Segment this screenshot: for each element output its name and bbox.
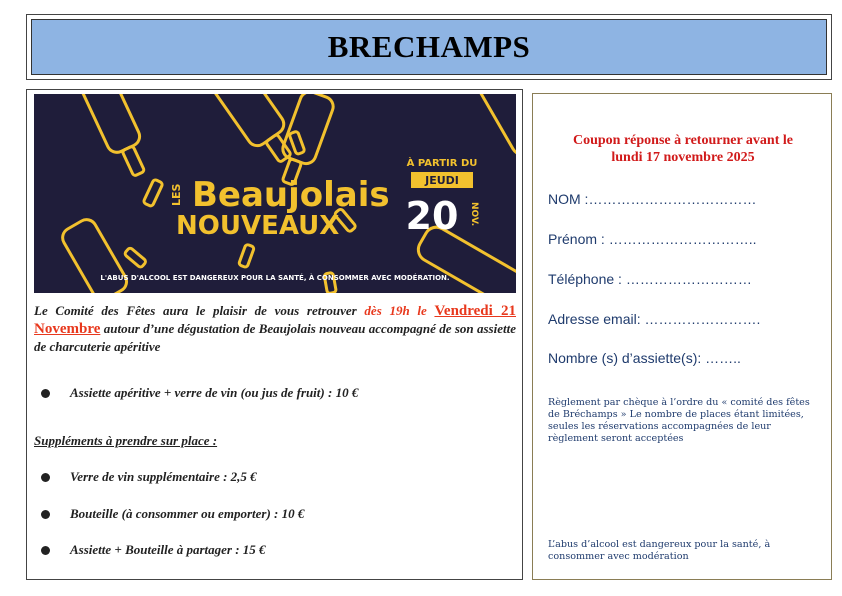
poster-month: NOV. — [469, 202, 479, 227]
bullet-icon — [41, 546, 50, 555]
bullet-icon — [41, 389, 50, 398]
poster-day-label: JEUDI — [425, 174, 459, 187]
event-intro — [34, 302, 516, 355]
supplement-item — [41, 469, 257, 485]
payment-note: Règlement par chèque à l’ordre du « comité des fêtes de Bréchamps » Le nombre de places étant limitées, seules les réservations accompagnées de leur règlement seront acceptées — [548, 397, 810, 444]
poster-illustration — [34, 94, 516, 293]
supplement-item — [41, 542, 266, 558]
poster-a-partir: À PARTIR DU — [406, 158, 478, 169]
supplement-item-label: Assiette + Bouteille à partager : 15 € — [70, 542, 266, 557]
poster-side-label: LES — [170, 183, 183, 206]
event-panel — [26, 89, 523, 580]
coupon-title-line1: Coupon réponse à retourner avant le — [573, 133, 793, 148]
header-frame — [26, 14, 832, 80]
supplement-item-label: Bouteille (à consommer ou emporter) : 10 € — [70, 506, 305, 521]
intro-date: Vendredi 21 Novembre — [34, 303, 516, 337]
intro-part2: autour d’une dégustation de Beaujolais nouveau accompagné de son assiette de charcuterie apéritive — [34, 321, 516, 354]
supplement-item-label: Verre de vin supplémentaire : 2,5 € — [70, 469, 257, 484]
nom-field[interactable]: NOM :……………………………… — [548, 191, 757, 207]
alcohol-note: L’abus d’alcool est dangereux pour la santé, à consommer avec modération — [548, 539, 771, 562]
bullet-icon — [41, 473, 50, 482]
intro-time: dès 19h le — [364, 303, 427, 318]
telephone-field[interactable]: Téléphone : ……………………… — [548, 271, 752, 287]
supplements-title: Suppléments à prendre sur place : — [34, 433, 218, 448]
poster-title-line1: Beaujolais — [192, 175, 390, 215]
poster-title-line2: NOUVEAUX — [176, 211, 340, 241]
bullet-icon — [41, 510, 50, 519]
poster-warning: L'ABUS D'ALCOOL EST DANGEREUX POUR LA SANTÉ, À CONSOMMER AVEC MODÉRATION. — [100, 274, 450, 282]
coupon-panel — [532, 93, 832, 580]
prenom-field[interactable]: Prénom : ………………………….. — [548, 231, 757, 247]
header-band — [31, 19, 827, 75]
coupon-title — [533, 132, 833, 166]
intro-part1: Le Comité des Fêtes aura le plaisir de vous retrouver — [34, 303, 365, 318]
beaujolais-poster — [34, 94, 516, 293]
assiettes-count-field[interactable]: Nombre (s) d’assiette(s): …….. — [548, 350, 741, 366]
page-title: BRECHAMPS — [327, 29, 531, 64]
supplement-item — [41, 506, 304, 522]
coupon-title-line2: lundi 17 novembre 2025 — [611, 150, 755, 165]
offer-item — [41, 385, 358, 401]
poster-day-number: 20 — [405, 194, 459, 238]
offer-item-label: Assiette apéritive + verre de vin (ou jus de fruit) : 10 € — [70, 385, 359, 400]
email-field[interactable]: Adresse email: ……………………. — [548, 311, 761, 327]
